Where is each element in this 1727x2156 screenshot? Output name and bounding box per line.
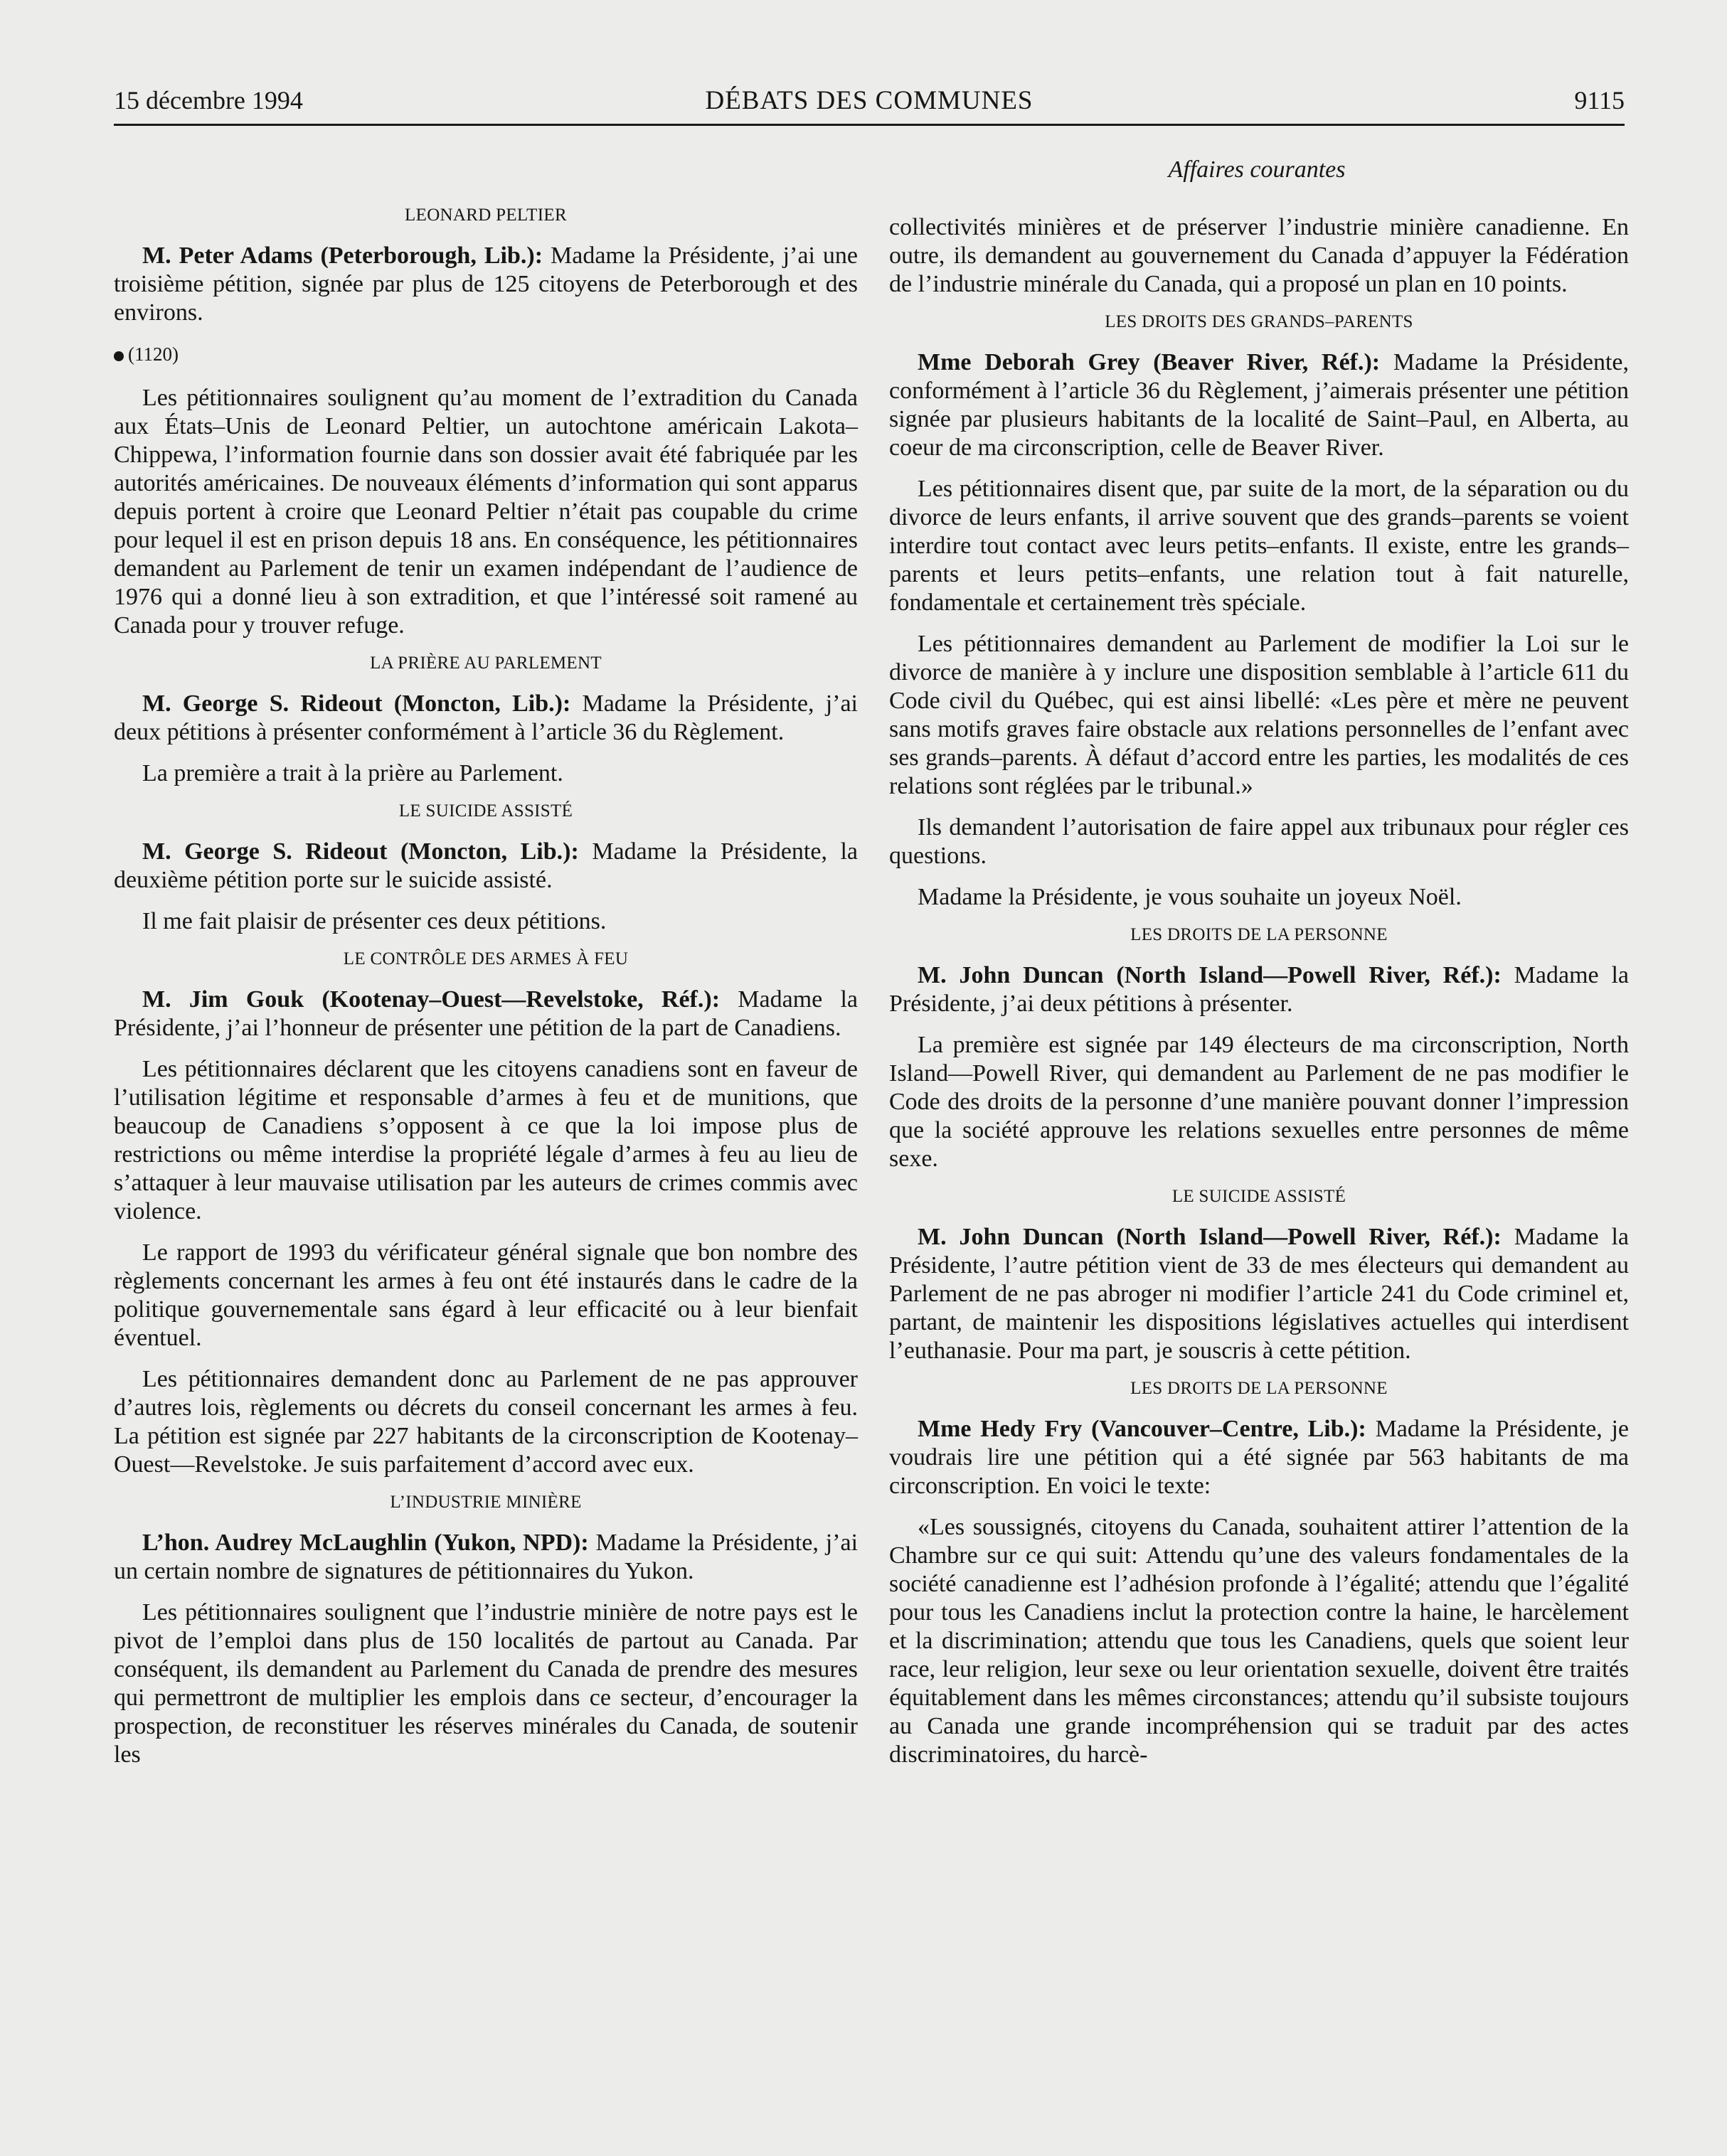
paragraph: Les pétitionnaires demandent au Parlement de modifier la Loi sur le divorce de manière à y inclure une disposition semblable à l’article 611 du Code civil du Québec, qui est ainsi libellé: «Les père et mère ne peuvent sans motifs graves faire obstacle aux relations personnelles de l’enfant avec ses grands–parents. À défaut d’accord entre les parties, les modalités de ces relations sont réglées par le tribunal.» (889, 631, 1629, 799)
paragraph: Les pétitionnaires soulignent qu’au moment de l’extradition du Canada aux États–Unis de Leonard Peltier, un autochtone américain Lakota–Chippewa, l’information fournie dans son dossier avait été fabriquée par les autorités américaines. De nouveaux éléments d’information qui sont apparus depuis portent à croire que Leonard Peltier n’était pas coupable du crime pour lequel il est en prison depuis 18 ans. En conséquence, les pétitionnaires demandent au Parlement de tenir un examen indépendant de l’audience de 1976 qui a donné lieu à son extradition, et que l’intéressé soit ramené au Canada pour y trouver refuge. (114, 385, 858, 639)
section-heading: LA PRIÈRE AU PARLEMENT (370, 653, 602, 673)
speaker-name: L’hon. Audrey McLaughlin (Yukon, NPD): (142, 1530, 589, 1556)
page-header (114, 77, 1625, 126)
paragraph-text: Madame la Présidente, l’autre pétition vient de 33 de mes électeurs qui demandent au Parlement de ne pas abroger ni modifier l’article 241 du Code criminel et, partant, de maintenir les dispositions législatives actuelles qui interdisent l’euthanasie. Pour ma part, je souscris à cette pétition. (889, 1224, 1629, 1364)
speaker-name: M. Jim Gouk (Kootenay–Ouest—Revelstoke, Réf.): (142, 986, 721, 1013)
section-heading: LES DROITS DE LA PERSONNE (1130, 925, 1388, 944)
paragraph: Madame la Présidente, je vous souhaite un joyeux Noël. (918, 884, 1462, 910)
paragraph: Les pétitionnaires disent que, par suite de la mort, de la séparation ou du divorce de leurs enfants, il arrive souvent que des grands–parents se voient interdire tout contact avec leurs petits–enfants. Il existe, entre les grands–parents et leurs petits–enfants, une relation tout à fait naturelle, fondamentale et certainement très spéciale. (889, 476, 1629, 616)
timestamp (114, 340, 858, 368)
speaker-name: M. George S. Rideout (Moncton, Lib.): (142, 838, 579, 865)
paragraph: Les pétitionnaires déclarent que les citoyens canadiens sont en faveur de l’utilisation légitime et responsable d’armes à feu et de munitions, que beaucoup de Canadiens s’opposent à ce que la loi impose plus de restrictions ou même interdise la propriété légale d’armes à feu au lieu de s’attaquer à leur mauvaise utilisation par les auteurs de crimes commis avec violence. (114, 1056, 858, 1224)
speaker-name: M. John Duncan (North Island—Powell River, Réf.): (918, 1224, 1502, 1250)
timestamp-text: (1120) (128, 343, 179, 365)
paragraph-text: Madame la Présidente, j’ai deux pétitions à présenter. (889, 962, 1629, 1017)
right-column (889, 213, 1629, 1782)
section-heading: LE SUICIDE ASSISTÉ (398, 801, 573, 821)
paragraph (889, 348, 1629, 462)
page-number: 9115 (1574, 86, 1625, 114)
paragraph (889, 1223, 1629, 1365)
paragraph: La première a trait à la prière au Parlement. (142, 760, 563, 786)
paragraph-text: Madame la Présidente, la deuxième pétition porte sur le suicide assisté. (114, 838, 859, 893)
speaker-name: Mme Deborah Grey (Beaver River, Réf.): (918, 349, 1381, 375)
paragraph (889, 1415, 1629, 1500)
speaker-name: M. John Duncan (North Island—Powell River, Réf.): (918, 962, 1502, 988)
paragraph: Il me fait plaisir de présenter ces deux pétitions. (142, 908, 607, 934)
left-column (114, 205, 858, 1782)
header-date: 15 décembre 1994 (114, 86, 303, 114)
section-heading: LEONARD PELTIER (405, 206, 567, 225)
paragraph: Le rapport de 1993 du vérificateur général signale que bon nombre des règlements concernant les armes à feu ont été instaurés dans le cadre de la politique gouvernementale sans égard à leur efficacité ou à leur bienfait éventuel. (114, 1239, 858, 1351)
paragraph (114, 690, 858, 747)
bullet-icon (114, 351, 124, 361)
paragraph (114, 838, 858, 895)
paragraph-text: Madame la Présidente, conformément à l’article 36 du Règlement, j’aimerais présenter une pétition signée par plusieurs habitants de la localité de Saint–Paul, en Alberta, au coeur de ma circonscription, celle de Beaver River. (889, 349, 1629, 461)
paragraph-text: Madame la Présidente, j’ai un certain nombre de signatures de pétitionnaires du Yukon. (114, 1530, 859, 1584)
paragraph: collectivités minières et de préserver l’industrie minière canadienne. En outre, ils demandent au gouvernement du Canada d’appuyer la Fédération de l’industrie minérale du Canada, qui a proposé un plan en 10 points. (889, 214, 1629, 297)
running-head: Affaires courantes (1168, 156, 1346, 183)
header-title: DÉBATS DES COMMUNES (705, 86, 1033, 115)
paragraph: Les pétitionnaires demandent donc au Parlement de ne pas approuver d’autres lois, règlements ou décrets du conseil concernant les armes à feu. La pétition est signée par 227 habitants de la circonscription de Kootenay–Ouest—Revelstoke. Je suis parfaitement d’accord avec eux. (114, 1366, 858, 1478)
paragraph-text: Madame la Présidente, j’ai une troisième pétition, signée par plus de 125 citoyens de Peterborough et des environs. (114, 242, 858, 326)
section-heading: LE SUICIDE ASSISTÉ (1171, 1187, 1346, 1206)
speaker-name: M. George S. Rideout (Moncton, Lib.): (142, 690, 571, 717)
paragraph: La première est signée par 149 électeurs de ma circonscription, North Island—Powell River, qui demandent au Parlement de ne pas modifier le Code des droits de la personne d’une manière pouvant donner l’impression que la société approuve les relations sexuelles entre personnes de même sexe. (889, 1032, 1629, 1172)
paragraph: Les pétitionnaires soulignent que l’industrie minière de notre pays est le pivot de l’emploi dans plus de 150 localités de partout au Canada. Par conséquent, ils demandent au Parlement du Canada de prendre des mesures qui permettront de multiplier les emplois dans ce secteur, d’encourager la prospection, de reconstituer les réserves minérales du Canada, de soutenir les (114, 1599, 858, 1768)
paragraph: Ils demandent l’autorisation de faire appel aux tribunaux pour régler ces questions. (889, 814, 1629, 869)
paragraph-text: Madame la Présidente, j’ai deux pétitions à présenter conformément à l’article 36 du Règlement. (114, 690, 859, 745)
speaker-name: Mme Hedy Fry (Vancouver–Centre, Lib.): (918, 1416, 1366, 1442)
speaker-name: M. Peter Adams (Peterborough, Lib.): (142, 242, 543, 269)
paragraph (889, 961, 1629, 1018)
section-heading: L’INDUSTRIE MINIÈRE (390, 1493, 582, 1512)
section-heading: LES DROITS DE LA PERSONNE (1130, 1379, 1388, 1398)
paragraph-text: Madame la Présidente, je voudrais lire une pétition qui a été signée par 563 habitants de ma circonscription. En voici le texte: (889, 1416, 1630, 1499)
paragraph-text: Madame la Présidente, j’ai l’honneur de présenter une pétition de la part de Canadiens. (114, 986, 859, 1041)
paragraph (114, 1529, 858, 1586)
section-heading: LE CONTRÔLE DES ARMES À FEU (343, 949, 629, 968)
paragraph (114, 242, 858, 327)
section-heading: LES DROITS DES GRANDS–PARENTS (1105, 312, 1413, 331)
paragraph (114, 986, 858, 1042)
paragraph: «Les soussignés, citoyens du Canada, souhaitent attirer l’attention de la Chambre sur ce qui suit: Attendu qu’une des valeurs fondamentales de la société canadienne est l’adhésion profonde à l’égalité; attendu que l’égalité pour tous les Canadiens inclut la protection contre la haine, le harcèlement et la discrimination; attendu que tous les Canadiens, quels que soient leur race, leur religion, leur sexe ou leur orientation sexuelle, doivent être traités équitablement dans les mêmes circonstances; attendu qu’il subsiste toujours au Canada une grande incompréhension qui se traduit par des actes discriminatoires, du harcè- (889, 1514, 1629, 1768)
